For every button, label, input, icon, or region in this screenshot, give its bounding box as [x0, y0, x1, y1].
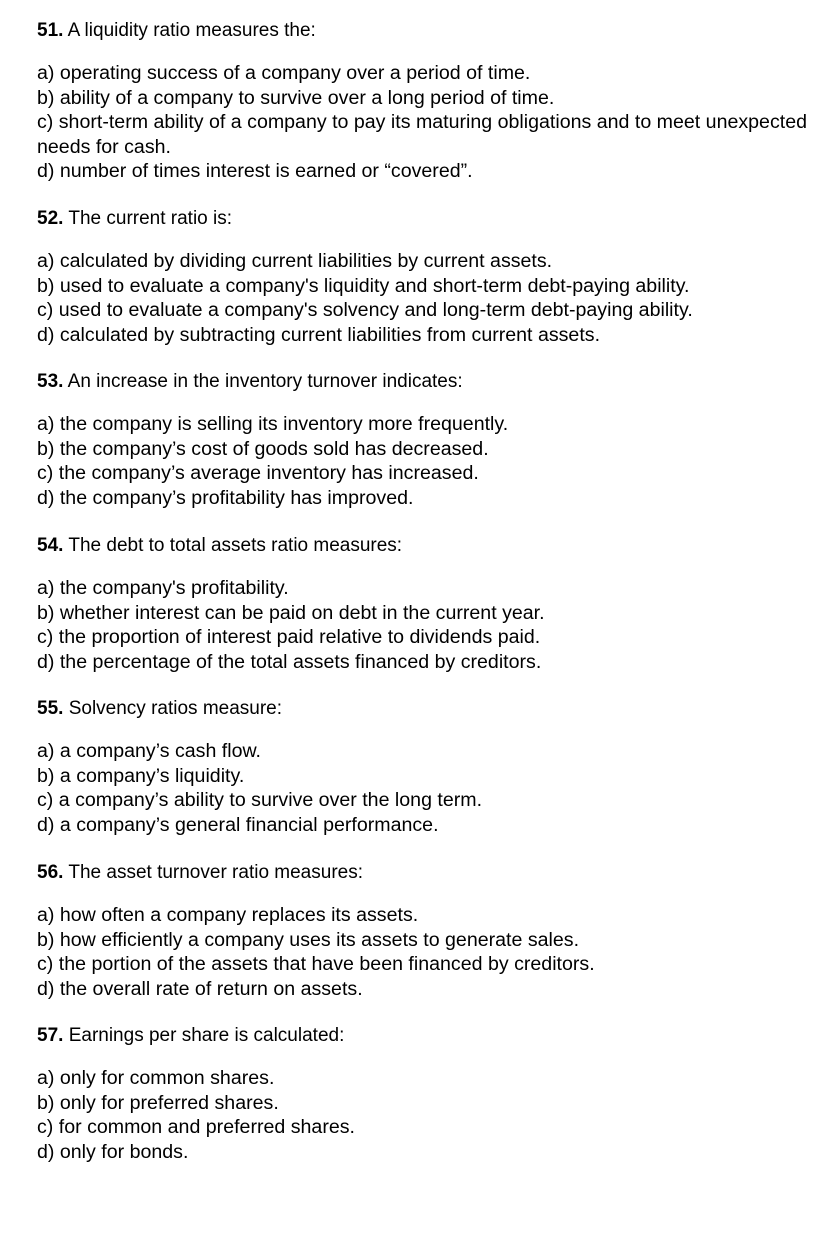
option-d: d) only for bonds. [37, 1140, 189, 1163]
option-b: b) only for preferred shares. [37, 1091, 279, 1114]
answer-options [37, 903, 807, 1001]
question-text: The current ratio is: [68, 208, 233, 229]
option-c: c) short-term ability of a company to pay its maturing obligations and to meet unexpected needs for cash. [37, 111, 807, 158]
question-55 [37, 697, 807, 837]
question-text: The asset turnover ratio measures: [68, 862, 363, 883]
question-51 [37, 19, 807, 184]
question-number: 57. [37, 1025, 64, 1046]
option-a: a) how often a company replaces its assets. [37, 904, 419, 926]
option-d: d) a company’s general financial performance. [37, 813, 439, 836]
question-number: 53. [37, 371, 64, 392]
option-a: a) only for common shares. [37, 1067, 275, 1089]
question-number: 54. [37, 535, 64, 556]
answer-options [37, 412, 807, 510]
question-text: Earnings per share is calculated: [68, 1025, 345, 1046]
option-c: c) the proportion of interest paid relative to dividends paid. [37, 626, 541, 648]
answer-options [37, 61, 807, 184]
question-number: 55. [37, 698, 64, 719]
question-54 [37, 534, 807, 674]
option-d: d) calculated by subtracting current liabilities from current assets. [37, 323, 601, 346]
option-d: d) the overall rate of return on assets. [37, 977, 363, 1000]
question-text: An increase in the inventory turnover indicates: [67, 371, 463, 392]
question-stem [37, 861, 807, 885]
option-b: b) a company’s liquidity. [37, 764, 245, 787]
option-b: b) ability of a company to survive over a long period of time. [37, 86, 555, 109]
option-a: a) a company’s cash flow. [37, 740, 261, 762]
option-c: c) the company’s average inventory has increased. [37, 462, 479, 484]
question-text: The debt to total assets ratio measures: [68, 535, 403, 556]
option-d: d) the company’s profitability has improved. [37, 486, 414, 509]
question-57 [37, 1024, 807, 1164]
option-c: c) a company’s ability to survive over the long term. [37, 789, 483, 811]
question-stem [37, 697, 807, 721]
question-number: 52. [37, 208, 64, 229]
question-stem [37, 370, 807, 394]
option-b: b) used to evaluate a company's liquidity and short-term debt-paying ability. [37, 274, 690, 297]
option-a: a) the company's profitability. [37, 577, 289, 599]
question-text: Solvency ratios measure: [68, 698, 283, 719]
question-stem [37, 534, 807, 558]
option-c: c) for common and preferred shares. [37, 1116, 355, 1138]
question-text: A liquidity ratio measures the: [67, 20, 316, 41]
question-stem [37, 207, 807, 231]
option-b: b) how efficiently a company uses its assets to generate sales. [37, 928, 580, 951]
question-stem [37, 1024, 807, 1048]
option-a: a) calculated by dividing current liabilities by current assets. [37, 250, 553, 272]
answer-options [37, 739, 807, 837]
option-a: a) operating success of a company over a period of time. [37, 62, 531, 84]
option-c: c) the portion of the assets that have been financed by creditors. [37, 953, 595, 975]
question-stem [37, 19, 807, 43]
question-56 [37, 861, 807, 1001]
option-d: d) the percentage of the total assets financed by creditors. [37, 650, 542, 673]
question-number: 51. [37, 20, 64, 41]
question-52 [37, 207, 807, 347]
option-a: a) the company is selling its inventory more frequently. [37, 413, 509, 435]
option-c: c) used to evaluate a company's solvency and long-term debt-paying ability. [37, 299, 693, 321]
option-b: b) whether interest can be paid on debt in the current year. [37, 601, 545, 624]
option-b: b) the company’s cost of goods sold has decreased. [37, 437, 489, 460]
answer-options [37, 1066, 807, 1164]
answer-options [37, 576, 807, 674]
answer-options [37, 249, 807, 347]
question-number: 56. [37, 862, 64, 883]
option-d: d) number of times interest is earned or “covered”. [37, 160, 473, 182]
question-53 [37, 370, 807, 510]
